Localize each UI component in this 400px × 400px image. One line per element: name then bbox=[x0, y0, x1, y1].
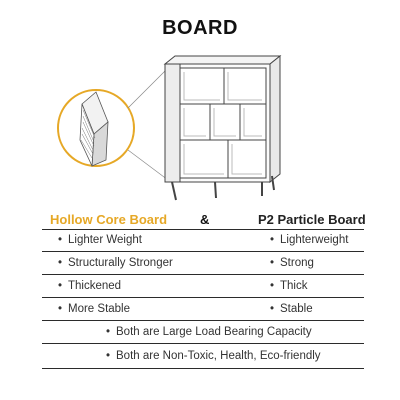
left-item: • Structurally Stronger bbox=[58, 257, 173, 269]
divider bbox=[42, 320, 364, 321]
particle-board-header: P2 Particle Board bbox=[258, 212, 366, 227]
left-item: • Lighter Weight bbox=[58, 234, 142, 246]
bookshelf bbox=[165, 56, 280, 200]
hollow-core-header: Hollow Core Board bbox=[50, 212, 168, 227]
right-item: • Stable bbox=[270, 303, 313, 315]
divider bbox=[42, 274, 364, 275]
left-item: • More Stable bbox=[58, 303, 131, 315]
shared-item: • Both are Non-Toxic, Health, Eco-friendly bbox=[106, 350, 321, 362]
divider bbox=[42, 368, 364, 369]
divider bbox=[42, 251, 364, 252]
right-item: • Thick bbox=[270, 280, 308, 292]
right-item: • Lighterweight bbox=[270, 234, 349, 246]
divider bbox=[42, 343, 364, 344]
left-item: • Thickened bbox=[58, 280, 122, 292]
board-cross-section-detail bbox=[58, 68, 168, 180]
shared-item: • Both are Large Load Bearing Capacity bbox=[106, 326, 312, 338]
divider bbox=[42, 229, 364, 230]
divider bbox=[42, 297, 364, 298]
page-title: BOARD bbox=[162, 17, 238, 39]
right-item: • Strong bbox=[270, 257, 314, 269]
ampersand: & bbox=[200, 212, 210, 227]
